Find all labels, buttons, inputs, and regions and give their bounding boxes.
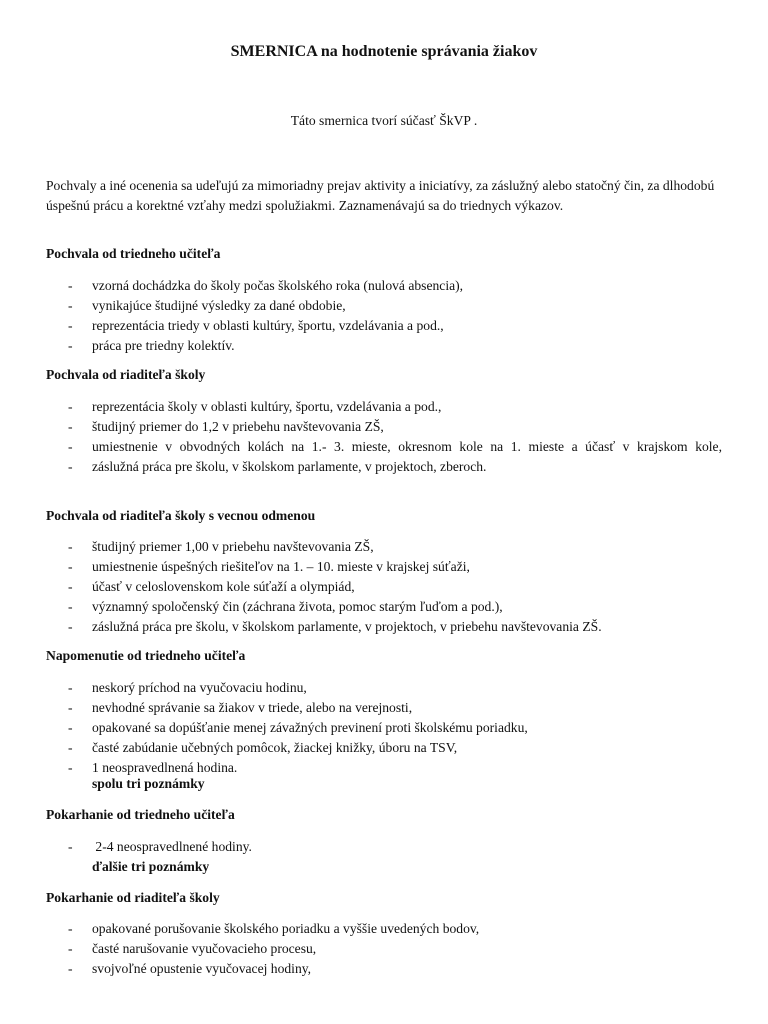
dash-bullet: - [68, 439, 73, 454]
list-item [46, 738, 722, 758]
list-item [46, 316, 722, 336]
list-item-text: práca pre triedny kolektív. [92, 338, 235, 353]
dash-bullet: - [68, 399, 73, 414]
section-heading: Pochvala od triedneho učiteľa [46, 246, 221, 261]
list-item [46, 296, 722, 316]
dash-bullet: - [68, 921, 73, 936]
list-item-text: účasť v celoslovenskom kole súťaží a olympiád, [92, 579, 355, 594]
dash-bullet: - [68, 700, 73, 715]
list-item-text: časté zabúdanie učebných pomôcok, žiackej knižky, úboru na TSV, [92, 740, 458, 755]
list-item [46, 417, 722, 437]
document-title: SMERNICA na hodnotenie správania žiakov [230, 43, 538, 60]
list-item [46, 959, 722, 979]
dash-bullet: - [68, 278, 73, 293]
list-item [46, 837, 722, 857]
list-item [46, 919, 722, 939]
dash-bullet: - [68, 318, 73, 333]
list-item [46, 617, 722, 637]
section-heading: Pokarhanie od riaditeľa školy [46, 890, 220, 905]
list-item [46, 336, 722, 356]
list-item-text: opakované sa dopúšťanie menej závažných previnení proti školskému poriadku, [92, 720, 528, 735]
section-note: spolu tri poznámky [92, 776, 205, 791]
dash-bullet: - [68, 740, 73, 755]
section-list [46, 276, 722, 356]
list-item-text: záslužná práca pre školu, v školskom parlamente, v projektoch, v priebehu navštevovania ZŠ. [92, 619, 602, 634]
list-item-text: neskorý príchod na vyučovaciu hodinu, [92, 680, 307, 695]
dash-bullet: - [68, 559, 73, 574]
dash-bullet: - [68, 961, 73, 976]
list-item-text: 1 neospravedlnená hodina. [92, 760, 238, 775]
list-item-text: reprezentácia školy v oblasti kultúry, športu, vzdelávania a pod., [92, 399, 442, 414]
section-list [46, 537, 722, 637]
section-list [46, 678, 722, 778]
intro-paragraph: Pochvaly a iné ocenenia sa udeľujú za mimoriadny prejav aktivity a iniciatívy, za záslužný alebo statočný čin, za dlhodobú úspešnú prácu a korektné vzťahy medzi spolužiakmi. Zaznamenávajú sa do triednych výkazov. [46, 178, 715, 213]
section-list [46, 837, 722, 857]
dash-bullet: - [68, 419, 73, 434]
dash-bullet: - [68, 941, 73, 956]
list-item [46, 437, 722, 457]
list-item-text: svojvoľné opustenie vyučovacej hodiny, [92, 961, 312, 976]
dash-bullet: - [68, 298, 73, 313]
list-item [46, 557, 722, 577]
section-note: ďalšie tri poznámky [92, 859, 210, 874]
dash-bullet: - [68, 760, 73, 775]
list-item [46, 718, 722, 738]
list-item [46, 678, 722, 698]
list-item [46, 698, 722, 718]
document-subtitle: Táto smernica tvorí súčasť ŠkVP . [290, 113, 478, 128]
list-item-text: vzorná dochádzka do školy počas školského roka (nulová absencia), [92, 278, 464, 293]
list-item-text: umiestnenie v obvodných kolách na 1.- 3. mieste, okresnom kole na 1. mieste a účasť v krajskom kole, [92, 439, 722, 454]
dash-bullet: - [68, 599, 73, 614]
list-item-text: reprezentácia triedy v oblasti kultúry, športu, vzdelávania a pod., [92, 318, 444, 333]
list-item-text: študijný priemer 1,00 v priebehu navštevovania ZŠ, [92, 539, 374, 554]
section-heading: Pochvala od riaditeľa školy s vecnou odmenou [46, 508, 316, 523]
dash-bullet: - [68, 338, 73, 353]
list-item-text: študijný priemer do 1,2 v priebehu navštevovania ZŠ, [92, 419, 384, 434]
list-item-text: umiestnenie úspešných riešiteľov na 1. – 10. mieste v krajskej súťaži, [92, 559, 470, 574]
section-heading: Pochvala od riaditeľa školy [46, 367, 206, 382]
dash-bullet: - [68, 579, 73, 594]
section-list [46, 397, 722, 477]
list-item [46, 397, 722, 417]
list-item [46, 597, 722, 617]
list-item [46, 939, 722, 959]
list-item [46, 276, 722, 296]
section-list [46, 919, 722, 979]
dash-bullet: - [68, 539, 73, 554]
list-item-text: časté narušovanie vyučovacieho procesu, [92, 941, 317, 956]
list-item-text: vynikajúce študijné výsledky za dané obdobie, [92, 298, 346, 313]
dash-bullet: - [68, 720, 73, 735]
section-heading: Napomenutie od triedneho učiteľa [46, 648, 246, 663]
list-item [46, 537, 722, 557]
list-item [46, 457, 722, 477]
list-item-text: opakované porušovanie školského poriadku a vyššie uvedených bodov, [92, 921, 480, 936]
list-item-text: významný spoločenský čin (záchrana života, pomoc starým ľuďom a pod.), [92, 599, 503, 614]
list-item-text: nevhodné správanie sa žiakov v triede, alebo na verejnosti, [92, 700, 413, 715]
list-item-text: 2-4 neospravedlnené hodiny. [92, 839, 252, 854]
list-item-text: záslužná práca pre školu, v školskom parlamente, v projektoch, zberoch. [92, 459, 487, 474]
dash-bullet: - [68, 459, 73, 474]
dash-bullet: - [68, 839, 73, 854]
list-item [46, 577, 722, 597]
section-heading: Pokarhanie od triedneho učiteľa [46, 807, 235, 822]
dash-bullet: - [68, 680, 73, 695]
dash-bullet: - [68, 619, 73, 634]
